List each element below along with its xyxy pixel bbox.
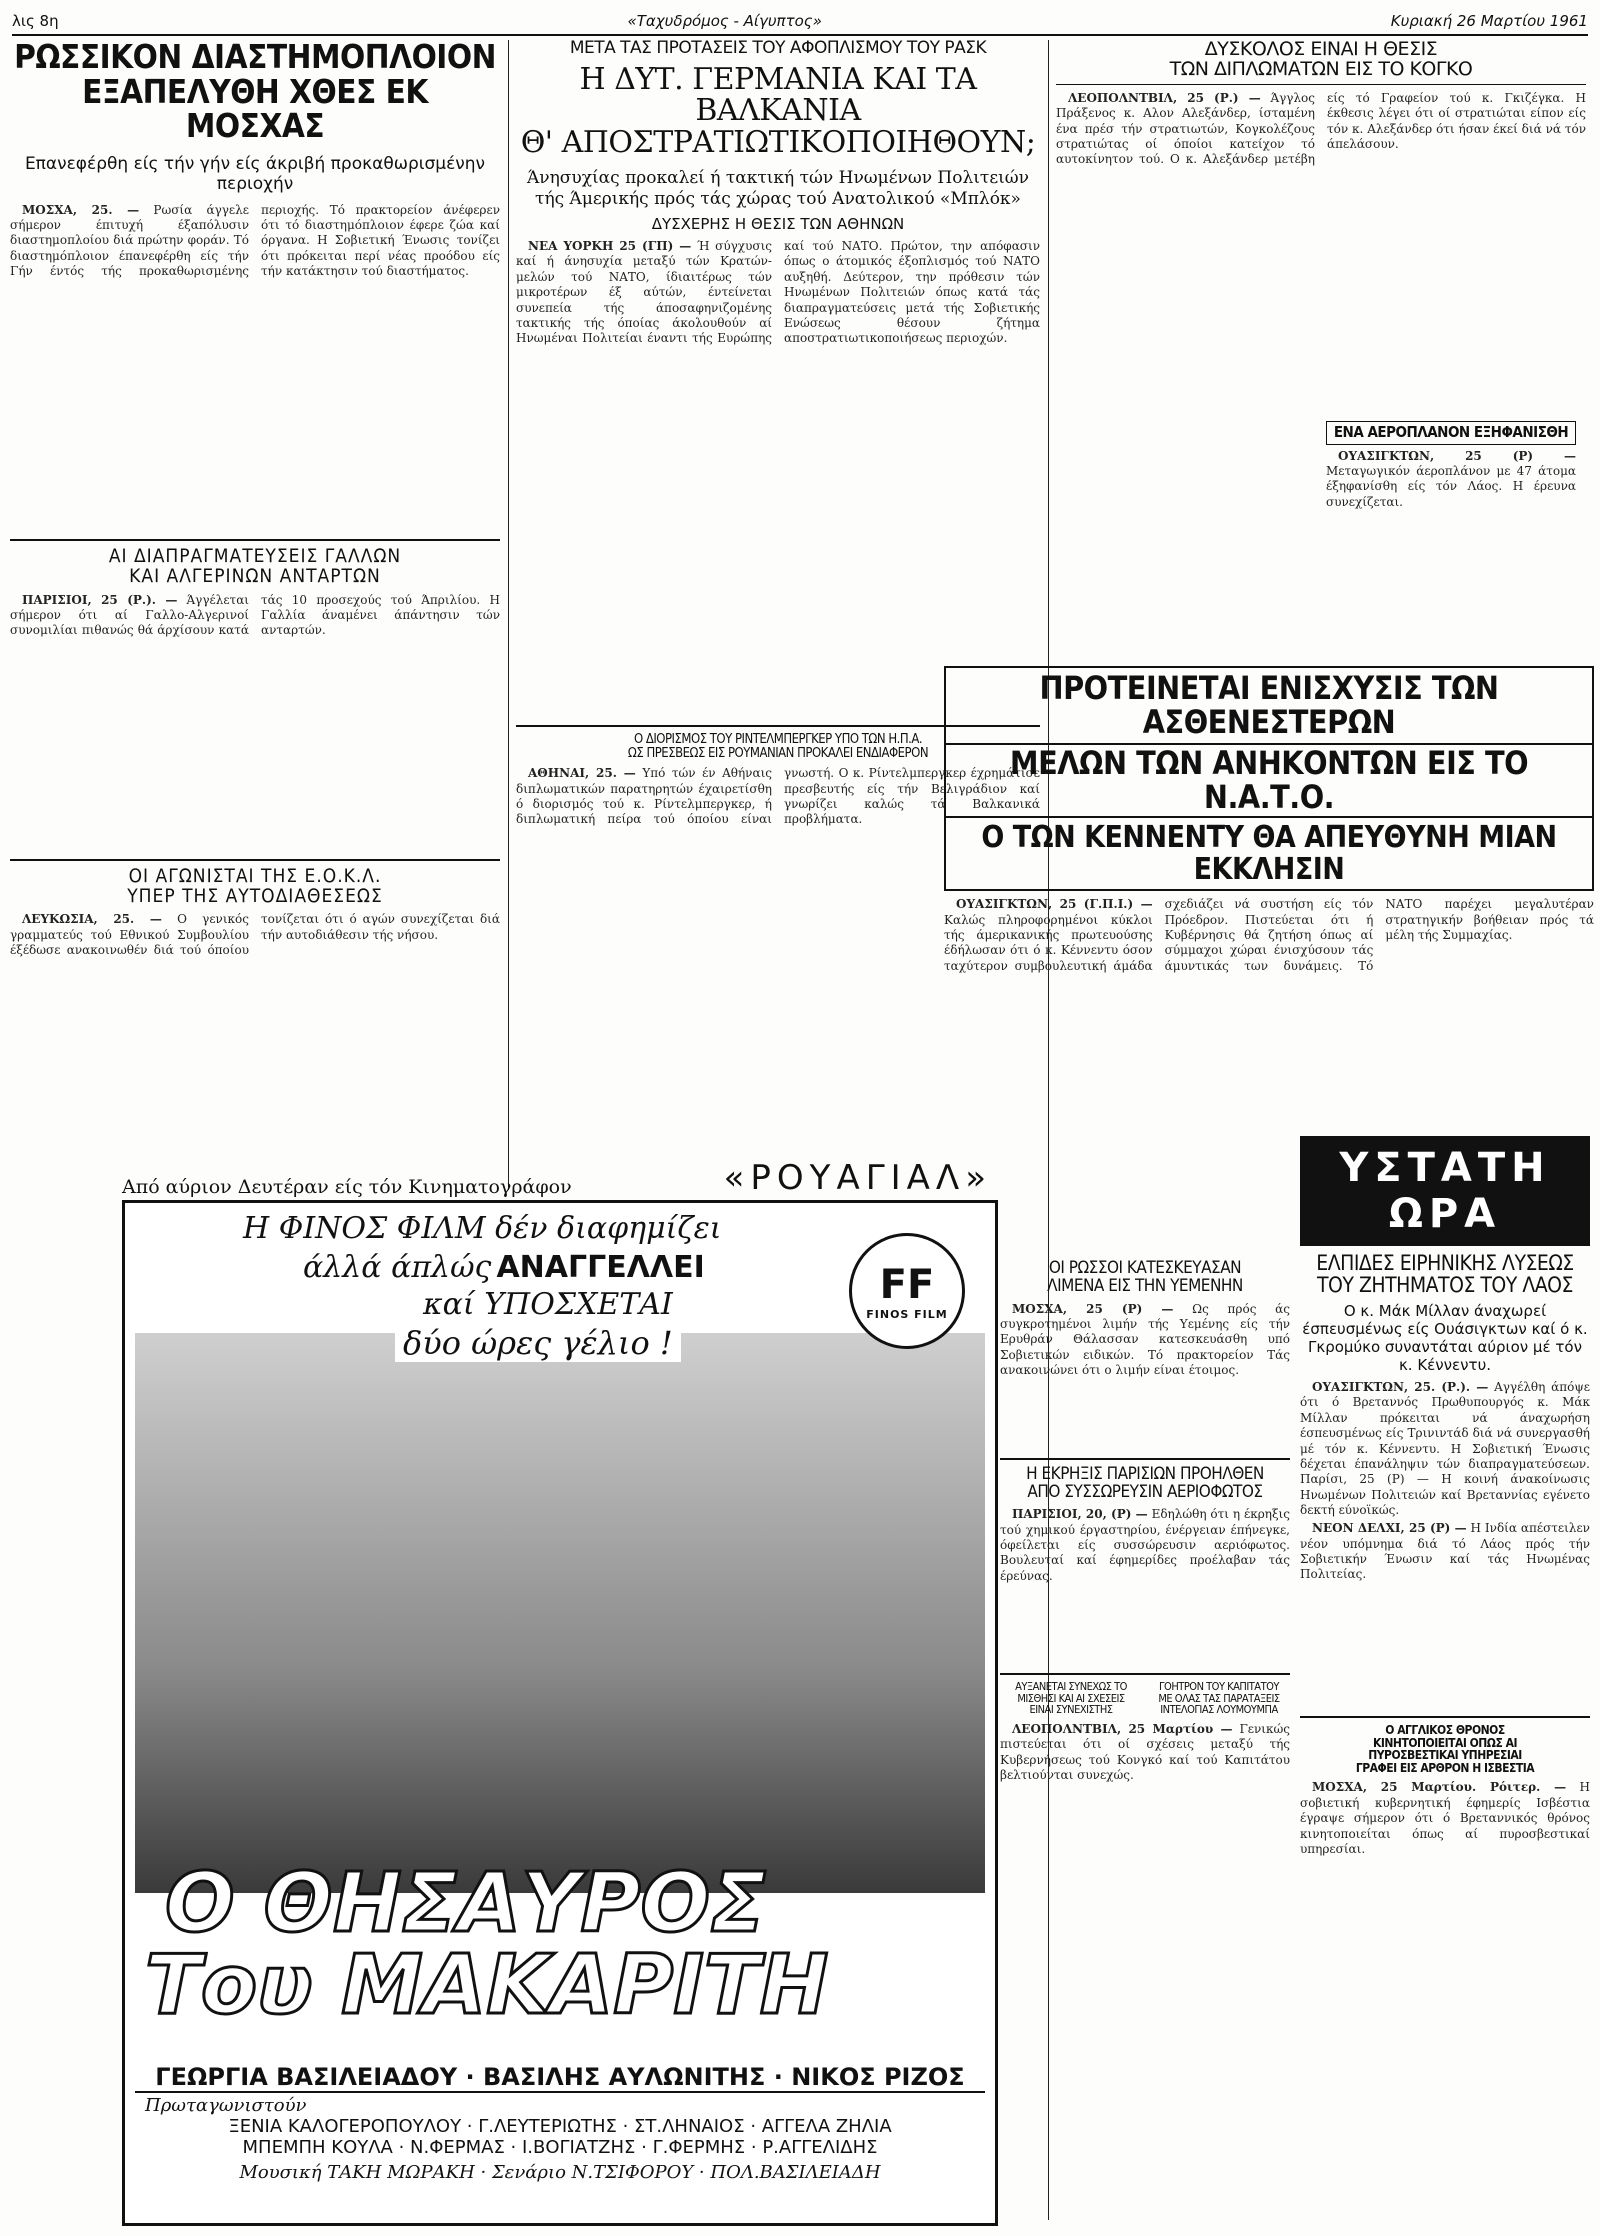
dateline: ΑΘΗΝΑΙ, 25. — <box>528 766 636 781</box>
headline-eokl-1: ΟΙ ΑΓΩΝΙΣΤΑΙ ΤΗΣ Ε.Ο.Κ.Λ. <box>128 864 382 887</box>
headline-congo-2: ΤΩΝ ΔΙΠΛΩΜΑΤΩΝ ΕΙΣ ΤΟ ΚΟΓΚΟ <box>1056 60 1586 85</box>
article-laos <box>1300 1380 1590 1710</box>
slogan-line-2: ΑΝΑΓΓΕΛΛΕΙ <box>496 1250 705 1285</box>
subheadline-spacecraft: Επανεφέρθη είς τήν γήν είς άκριβή προκαθωρισμένην περιοχήν <box>24 153 486 195</box>
article-text: Μεταγωγικόν άεροπλάνον με 47 άτομα έξηφανίσθη είς τόν Λάος. Η έρευνα συνεχίζεται. <box>1326 463 1576 509</box>
column-rule <box>508 40 509 1190</box>
headline-nato-3: Ο ΤΩΝ ΚΕΝΝΕΝΤΥ ΘΑ ΑΠΕΥΘΥΝΗ ΜΙΑΝ ΕΚΚΛΗΣΙΝ <box>981 820 1557 887</box>
dateline: ΛΕΟΠΟΛΝΤΒΙΛ, 25 (Ρ.) — <box>1068 90 1261 105</box>
issue-date: Κυριακή 26 Μαρτίου 1961 <box>1390 12 1588 30</box>
article-text: Η Ινδία απέστειλεν νέον υπόμνημα διά τό Λάος πρός τήν Σοβιετικήν Ένωσιν καί τάς Ηνωμένας Πολιτείας. <box>1300 1521 1590 1582</box>
slogan-line-5: δύο ώρες γέλιο ! <box>395 1324 681 1362</box>
ad-photo <box>135 1333 985 1893</box>
banner-latest-news: ΥΣΤΑΤΗ ΩΡΑ <box>1300 1136 1590 1246</box>
headline-nato-1: ΠΡΟΤΕΙΝΕΤΑΙ ΕΝΙΣΧΥΣΙΣ ΤΩΝ ΑΣΘΕΝΕΣΤΕΡΩΝ <box>1039 669 1499 741</box>
article-text: Ο γενικός γραμματεύς τού Εθνικού Συμβουλίου έξέδωσε ανακοινωθέν διά τού όποίου τονίζεται ότι ό αγών συνεχίζεται διά τήν αυτοδιάθεσιν τής νήσου. <box>10 912 500 958</box>
ad-slogan <box>155 1211 915 1362</box>
headline-germany-2: Θ' ΑΠΟΣΤΡΑΤΙΩΤΙΚΟΠΟΙΗΘΟΥΝ; <box>520 124 1036 160</box>
subheadline-laos: Ο κ. Μάκ Μίλλαν άναχωρεί έσπευσμένως είς Ουάσιγκτων καί ό κ. Γκρομύκο συναντάται αύριον μέ τόν κ. Κέννεντυ. <box>1302 1302 1588 1375</box>
nato-headline-box <box>944 666 1594 891</box>
dateline: ΝΕΟΝ ΔΕΛΧΙ, 25 (Ρ) — <box>1312 1521 1467 1536</box>
article-text: Άγγέλεται σήμερον ότι αί Γαλλο-Αλγερινοί συνομιλίαι πιθανώς θά άρχίσουν κατά τάς 10 προσεχούς τού Άπριλίου. Η Γαλλία άναμένει άπάντησιν τών ανταρτών. <box>10 592 500 638</box>
article-text: Εδηλώθη ότι η έκρηξις τού χημικού έργαστηρίου, ένέργειαν έπήνεγκε, όφείλεται είς συσσώρευσιν αεριόφωτος. Βουλευταί καί έφημερίδες προέλαβαν τάς έρεύνας. <box>1000 1507 1290 1583</box>
logo-monogram: FF <box>879 1261 935 1308</box>
divider <box>1000 1673 1290 1675</box>
subheadline-germany: Άνησυχίας προκαλεί ή τακτική τών Ηνωμένων Πολιτειών τής Άμερικής πρός τάς χώρας τού Ανατολικού «Μπλόκ» <box>526 168 1030 209</box>
headline-kapitato-1: ΑΥΞΑΝΕΤΑΙ ΣΥΝΕΧΩΣ ΤΟ <box>1015 1680 1127 1694</box>
dateline: ΛΕΟΠΟΛΝΤΒΙΛ, 25 Μαρτίου — <box>1012 1722 1233 1737</box>
column-latest-news <box>1300 1130 1590 2220</box>
headline-throne-3: ΠΥΡΟΣΒΕΣΤΙΚΑΙ ΥΠΗΡΕΣΙΑΙ <box>1368 1748 1522 1763</box>
headline-throne-2: ΚΙΝΗΤΟΠΟΙΕΙΤΑΙ ΟΠΩΣ ΑΙ <box>1373 1735 1517 1750</box>
kicker-athens: ΔΥΣΧΕΡΗΣ Η ΘΕΣΙΣ ΤΩΝ ΑΘΗΝΩΝ <box>651 215 905 234</box>
article-text: Ρωσία άγγελε σήμερον έπιτυχή έξαπόλυσιν διαστημοπλοίου διά πρώτην φοράν. Τό διαστημόπλοιον έπανεφέρθη είς τήν Γήν έντός τής προκαθωρισμένης περιοχής. Τό πρακτορείον άνέφερεν ότι τό διαστημόπλοιον έφερε ζώα καί όργανα. Η Σοβιετική Ένωσις τονίζει ότι πρόκειται περί νέας προόδου είς τήν κατάκτησιν τού διαστήματος. <box>10 202 500 279</box>
headline-lumumba-1: ΓΟΗΤΡΟΝ ΤΟΥ ΚΑΠΙΤΑΤΟΥ <box>1159 1680 1279 1694</box>
article-text: Ως πρός άς συγκροτημένοι λιμήν τής Υεμένης είς τήν Ερυθράν Θάλασσαν κατεσκευάσθη υπό Σοβιετικών ειδικών. Τό πρακτορείον Τάς ανακοινώνει ότι ο λιμήν είναι έτοιμος. <box>1000 1301 1290 1378</box>
dateline: ΜΟΣΧΑ, 25 Μαρτίου. Ρόιτερ. — <box>1312 1780 1567 1795</box>
masthead <box>12 8 1588 36</box>
article-text: Υπό τών έν Αθήναις διπλωματικών παρατηρητών έχαιρετίσθη ό διορισμός τού κ. Ρίντελμπεργκερ, ή διπλωματική πείρα τού όποίου είναι γνωστή. Ο κ. Ρίντελμπεργκερ έχρημάτισε πρεσβευτής είς τήν Βελιγράδιον καί γνωρίζει καλώς τά Βαλκανικά προβλήματα. <box>516 766 1040 827</box>
article-text: Η σοβιετική κυβερνητική έφημερίς Ισβέστια έγραψε σήμερον ότι ό Βρεταννικός θρόνος κινητοποιείται όπως αί πυροσβεστικαί υπηρεσίαι. <box>1300 1780 1590 1856</box>
headline-throne-4: ΓΡΑΦΕΙ ΕΙΣ ΑΡΘΡΟΝ Η ΙΣΒΕΣΤΙΑ <box>1355 1760 1535 1775</box>
headline-germany-1: Η ΔΥΤ. ΓΕΡΜΑΝΙΑ ΚΑΙ ΤΑ ΒΑΛΚΑΝΙΑ <box>579 61 977 129</box>
dateline: ΜΟΣΧΑ, 25. — <box>22 202 140 217</box>
headline-riddleberger-1: Ο ΔΙΟΡΙΣΜΟΣ ΤΟΥ ΡΙΝΤΕΛΜΠΕΡΓΚΕΡ ΥΠΟ ΤΩΝ Η.Π.Α. <box>633 732 923 748</box>
headline-kapitato-3: ΕΙΝΑΙ ΣΥΝΕΧΙΣΤΗΣ <box>1029 1703 1113 1717</box>
headline-lumumba-2: ΜΕ ΟΛΑΣ ΤΑΣ ΠΑΡΑΤΑΞΕΙΣ <box>1158 1691 1280 1705</box>
article-algeria <box>10 593 500 853</box>
headline-paris-1: Η ΕΚΡΗΞΙΣ ΠΑΡΙΣΙΩΝ ΠΡΟΗΛΘΕΝ <box>1026 1463 1264 1484</box>
kicker-rusk: ΜΕΤΑ ΤΑΣ ΠΡΟΤΑΣΕΙΣ ΤΟΥ ΑΦΟΠΛΙΣΜΟΥ ΤΟΥ ΡΑΣΚ <box>569 40 987 58</box>
movie-credits: Μουσική ΤΑΚΗ ΜΩΡΑΚΗ · Σενάριο Ν.ΤΣΙΦΟΡΟΥ · ΠΟΛ.ΒΑΣΙΛΕΙΑΔΗ <box>239 2162 881 2183</box>
article-congo <box>1056 91 1586 421</box>
ad-announcement <box>122 1160 992 1198</box>
headline-pair <box>1000 1681 1290 1716</box>
headline-laos-2: ΤΟΥ ΖΗΤΗΜΑΤΟΣ ΤΟΥ ΛΑΟΣ <box>1317 1273 1573 1298</box>
article-spacecraft <box>10 203 500 533</box>
headline-throne-1: Ο ΑΓΓΛΙΚΟΣ ΘΡΟΝΟΣ <box>1385 1723 1505 1738</box>
slogan-line-3: άλλά άπλώς <box>303 1250 492 1285</box>
article-throne <box>1300 1780 1590 1980</box>
movie-advertisement <box>122 1200 998 2226</box>
article-eokl <box>10 912 500 1082</box>
logo-text: FINOS FILM <box>866 1307 948 1321</box>
dateline: ΠΑΡΙΣΙΟΙ, 20, (Ρ) — <box>1012 1507 1148 1522</box>
article-text: Άγγλος Πράξενος κ. Αλον Αλεξάνδερ, ίσταμένη ένα πρέσ τήν στρατιωτών, Κογκολέζους στρατιώτας οί όποίοι κατείχον τό αυτοκίνητον τού. Ο κ. Αλεξάνδερ μετέβη είς τό Γραφείον τού κ. Γκιζέγκα. Η έκθεσις λέγει ότι οί στρατιώται είπον είς τόν κ. Αλεξάνδερ ότι ήσαν έκεί διά νά τόν άπελάσουν. <box>1056 90 1586 167</box>
movie-cast <box>135 2063 985 2213</box>
headline-laos-1: ΕΛΠΙΔΕΣ ΕΙΡΗΝΙΚΗΣ ΛΥΣΕΩΣ <box>1316 1251 1574 1275</box>
headline-lumumba-3: ΙΝΤΕΛΟΓΙΑΣ ΛΟΥΜΟΥΜΠΑ <box>1160 1703 1278 1717</box>
headline-spacecraft-1: ΡΩΣΣΙΚΟΝ ΔΙΑΣΤΗΜΟΠΛΟΙΟΝ <box>14 40 496 76</box>
newspaper-name: «Ταχυδρόμος - Αίγυπτος» <box>627 12 822 30</box>
divider <box>10 859 500 861</box>
dateline: ΟΥΑΣΙΓΚΤΩΝ, 25. (Ρ.). — <box>1312 1380 1489 1395</box>
movie-title-2: Του ΜΑΚΑΡΙΤΗ <box>145 1938 829 2033</box>
headline-riddleberger-2: ΩΣ ΠΡΕΣΒΕΩΣ ΕΙΣ ΡΟΥΜΑΝΙΑΝ ΠΡΟΚΑΛΕΙ ΕΝΔΙΑΦΕΡΟΝ <box>627 745 929 761</box>
article-nato <box>944 897 1594 1130</box>
headline-congo-1: ΔΥΣΚΟΛΟΣ ΕΙΝΑΙ Η ΘΕΣΙΣ <box>1204 40 1438 60</box>
headline-yemen-2: ΛΙΜΕΝΑ ΕΙΣ ΤΗΝ ΥΕΜΕΝΗΝ <box>1047 1275 1243 1296</box>
dateline: ΛΕΥΚΩΣΙΑ, 25. — <box>22 912 162 927</box>
column-lower-middle <box>1000 1140 1290 2220</box>
divider <box>1000 1458 1290 1460</box>
dateline: ΝΕΑ ΥΟΡΚΗ 25 (ΓΠ) — <box>528 239 692 254</box>
movie-title-1: Ο ΘΗΣΑΥΡΟΣ <box>165 1856 767 1951</box>
dateline: ΠΑΡΙΣΙΟΙ, 25 (Ρ.). — <box>22 592 178 607</box>
article-yemen <box>1000 1302 1290 1452</box>
ad-announcement-text: Από αύριον Δευτέραν είς τόν Κινηματογράφον <box>122 1176 572 1198</box>
headline-spacecraft-2: ΕΞΑΠΕΛΥΘΗ ΧΘΕΣ ΕΚ ΜΟΣΧΑΣ <box>82 71 428 146</box>
headline-paris-2: ΑΠΟ ΣΥΣΣΩΡΕΥΣΙΝ ΑΕΡΙΟΦΩΤΟΣ <box>1027 1481 1263 1502</box>
headline-algeria-2: ΚΑΙ ΑΛΓΕΡΙΝΩΝ ΑΝΤΑΡΤΩΝ <box>129 564 381 587</box>
cast-line-1: ΞΕΝΙΑ ΚΑΛΟΓΕΡΟΠΟΥΛΟΥ · Γ.ΛΕΥΤΕΡΙΩΤΗΣ · ΣΤ.ΛΗΝΑΙΟΣ · ΑΓΓΕΛΑ ΖΗΛΙΑ <box>228 2116 892 2137</box>
article-text: Αγγέλθη άπόψε ότι ό Βρεταννός Πρωθυπουργός κ. Μάκ Μίλλαν πρόκειται νά άναχωρήση έσπευσμένως είς Τρινιντάδ διά νά συνεργασθή μέ τόν κ. Κέννεντυ. Η Σοβιετική Ένωσις δέχεται έπανάληψιν τών διαπραγματεύσεων. Παρίσι, 25 (Ρ) — Η κοινή άνακοίνωσις Ηνωμένων Πολιτειών καί Βρεταννίας εγένετο δεκτή εύνοϊκώς. <box>1300 1380 1590 1517</box>
headline-kapitato-2: ΜΙΣΘΗΣΙ ΚΑΙ ΑΙ ΣΧΕΣΕΙΣ <box>1017 1691 1125 1705</box>
slogan-line-4: καί ΥΠΟΣΧΕΤΑΙ <box>423 1287 673 1322</box>
column-right-top <box>1056 40 1586 610</box>
divider <box>10 539 500 541</box>
headline-plane: ΕΝΑ ΑΕΡΟΠΛΑΝΟΝ ΕΞΗΦΑΝΙΣΘΗ <box>1326 421 1576 445</box>
dateline: ΟΥΑΣΙΓΚΤΩΝ, 25 (Ρ) — <box>1338 448 1576 463</box>
article-germany <box>516 239 1040 719</box>
cast-line-2: ΜΠΕΜΠΗ ΚΟΥΛΑ · Ν.ΦΕΡΜΑΣ · Ι.ΒΟΓΙΑΤΖΗΣ · Γ.ΦΕΡΜΗΣ · Ρ.ΑΓΓΕΛΙΔΗΣ <box>242 2137 878 2158</box>
headline-yemen-1: ΟΙ ΡΩΣΣΟΙ ΚΑΤΕΣΚΕΥΑΣΑΝ <box>1048 1258 1242 1278</box>
column-left <box>10 40 500 1190</box>
headline-nato-2: ΜΕΛΩΝ ΤΩΝ ΑΝΗΚΟΝΤΩΝ ΕΙΣ ΤΟ Ν.Α.Τ.Ο. <box>946 743 1592 818</box>
headline-algeria-1: ΑΙ ΔΙΑΠΡΑΓΜΑΤΕΥΣΕΙΣ ΓΑΛΛΩΝ <box>108 544 402 567</box>
page-number: λις 8η <box>12 12 59 30</box>
headline-eokl-2: ΥΠΕΡ ΤΗΣ ΑΥΤΟΔΙΑΘΕΣΕΩΣ <box>127 884 383 907</box>
movie-title <box>135 1856 985 2063</box>
cinema-name: «ΡΟΥΑΓΙΑΛ» <box>723 1158 992 1198</box>
finos-film-logo <box>849 1233 965 1349</box>
article-paris <box>1000 1507 1290 1667</box>
nato-block <box>944 660 1594 1130</box>
article-text: Γενικώς πιστεύεται ότι οί σχέσεις μεταξύ τής Κυβερνήσεως τού Κονγκό καί τού Καπιτάτου βελτιούνται συνεχώς. <box>1000 1722 1290 1783</box>
divider <box>1300 1716 1590 1718</box>
cast-label: Πρωταγωνιστούν <box>145 2095 307 2116</box>
movie-stars: ΓΕΩΡΓΙΑ ΒΑΣΙΛΕΙΑΔΟΥ · ΒΑΣΙΛΗΣ ΑΥΛΩΝΙΤΗΣ · ΝΙΚΟΣ ΡΙΖΟΣ <box>135 2063 985 2093</box>
article-plane <box>1326 449 1576 510</box>
slogan-line-1: Η ΦΙΝΟΣ ΦΙΛΜ δέν διαφημίζει <box>235 1211 729 1246</box>
article-text: Καλώς πληροφορημένοι κύκλοι τής άμερικανικής πρωτευούσης έδήλωσαν ότι ό κ. Κέννεντυ όσον ταχύτερον συμβουλευτική άμάδα σχεδιάζει νά συστήση είς τόν Πρόεδρον. Πιστεύεται ότι ή Κυβέρνησις θά ζητήση όπως αί σύμμαχοι χώραι ένισχύσουν τάς άμυντικάς των δυνάμεις. Τό ΝΑΤΟ παρέχει μεγαλυτέραν στρατηγικήν βοήθειαν πρός τά μέλη τής Συμμαχίας. <box>944 897 1594 973</box>
article-text: Ή σύγχυσις καί ή άνησυχία μεταξύ τών Κρατών-μελών τού ΝΑΤΟ, ίδιαιτέρως τών μικροτέρων έξ αύτών, έντείνεται συνεπεία τής άποσαφηνιζομένης τακτικής τής όποίας άκολουθούν αί Ηνωμέναι Πολιτείαι έναντι τής Ευρώπης καί τού ΝΑΤΟ. Πρώτον, την απόφασιν όπως ο άτομικός έξοπλισμός τού ΝΑΤΟ αυξηθή. Δεύτερον, την πρόθεσιν τών Ηνωμένων Πολιτειών όπως κατά τάς διαπραγματεύσεις μετά τής Σοβιετικής Ενώσεως θέσουν ζήτημα αποστρατιωτικοποιήσεως περιοχών. <box>516 239 1040 346</box>
dateline: ΜΟΣΧΑ, 25 (Ρ) — <box>1012 1301 1174 1316</box>
article-lumumba <box>1000 1722 1290 1922</box>
dateline: ΟΥΑΣΙΓΚΤΩΝ, 25 (Γ.Π.Ι.) — <box>956 897 1153 912</box>
